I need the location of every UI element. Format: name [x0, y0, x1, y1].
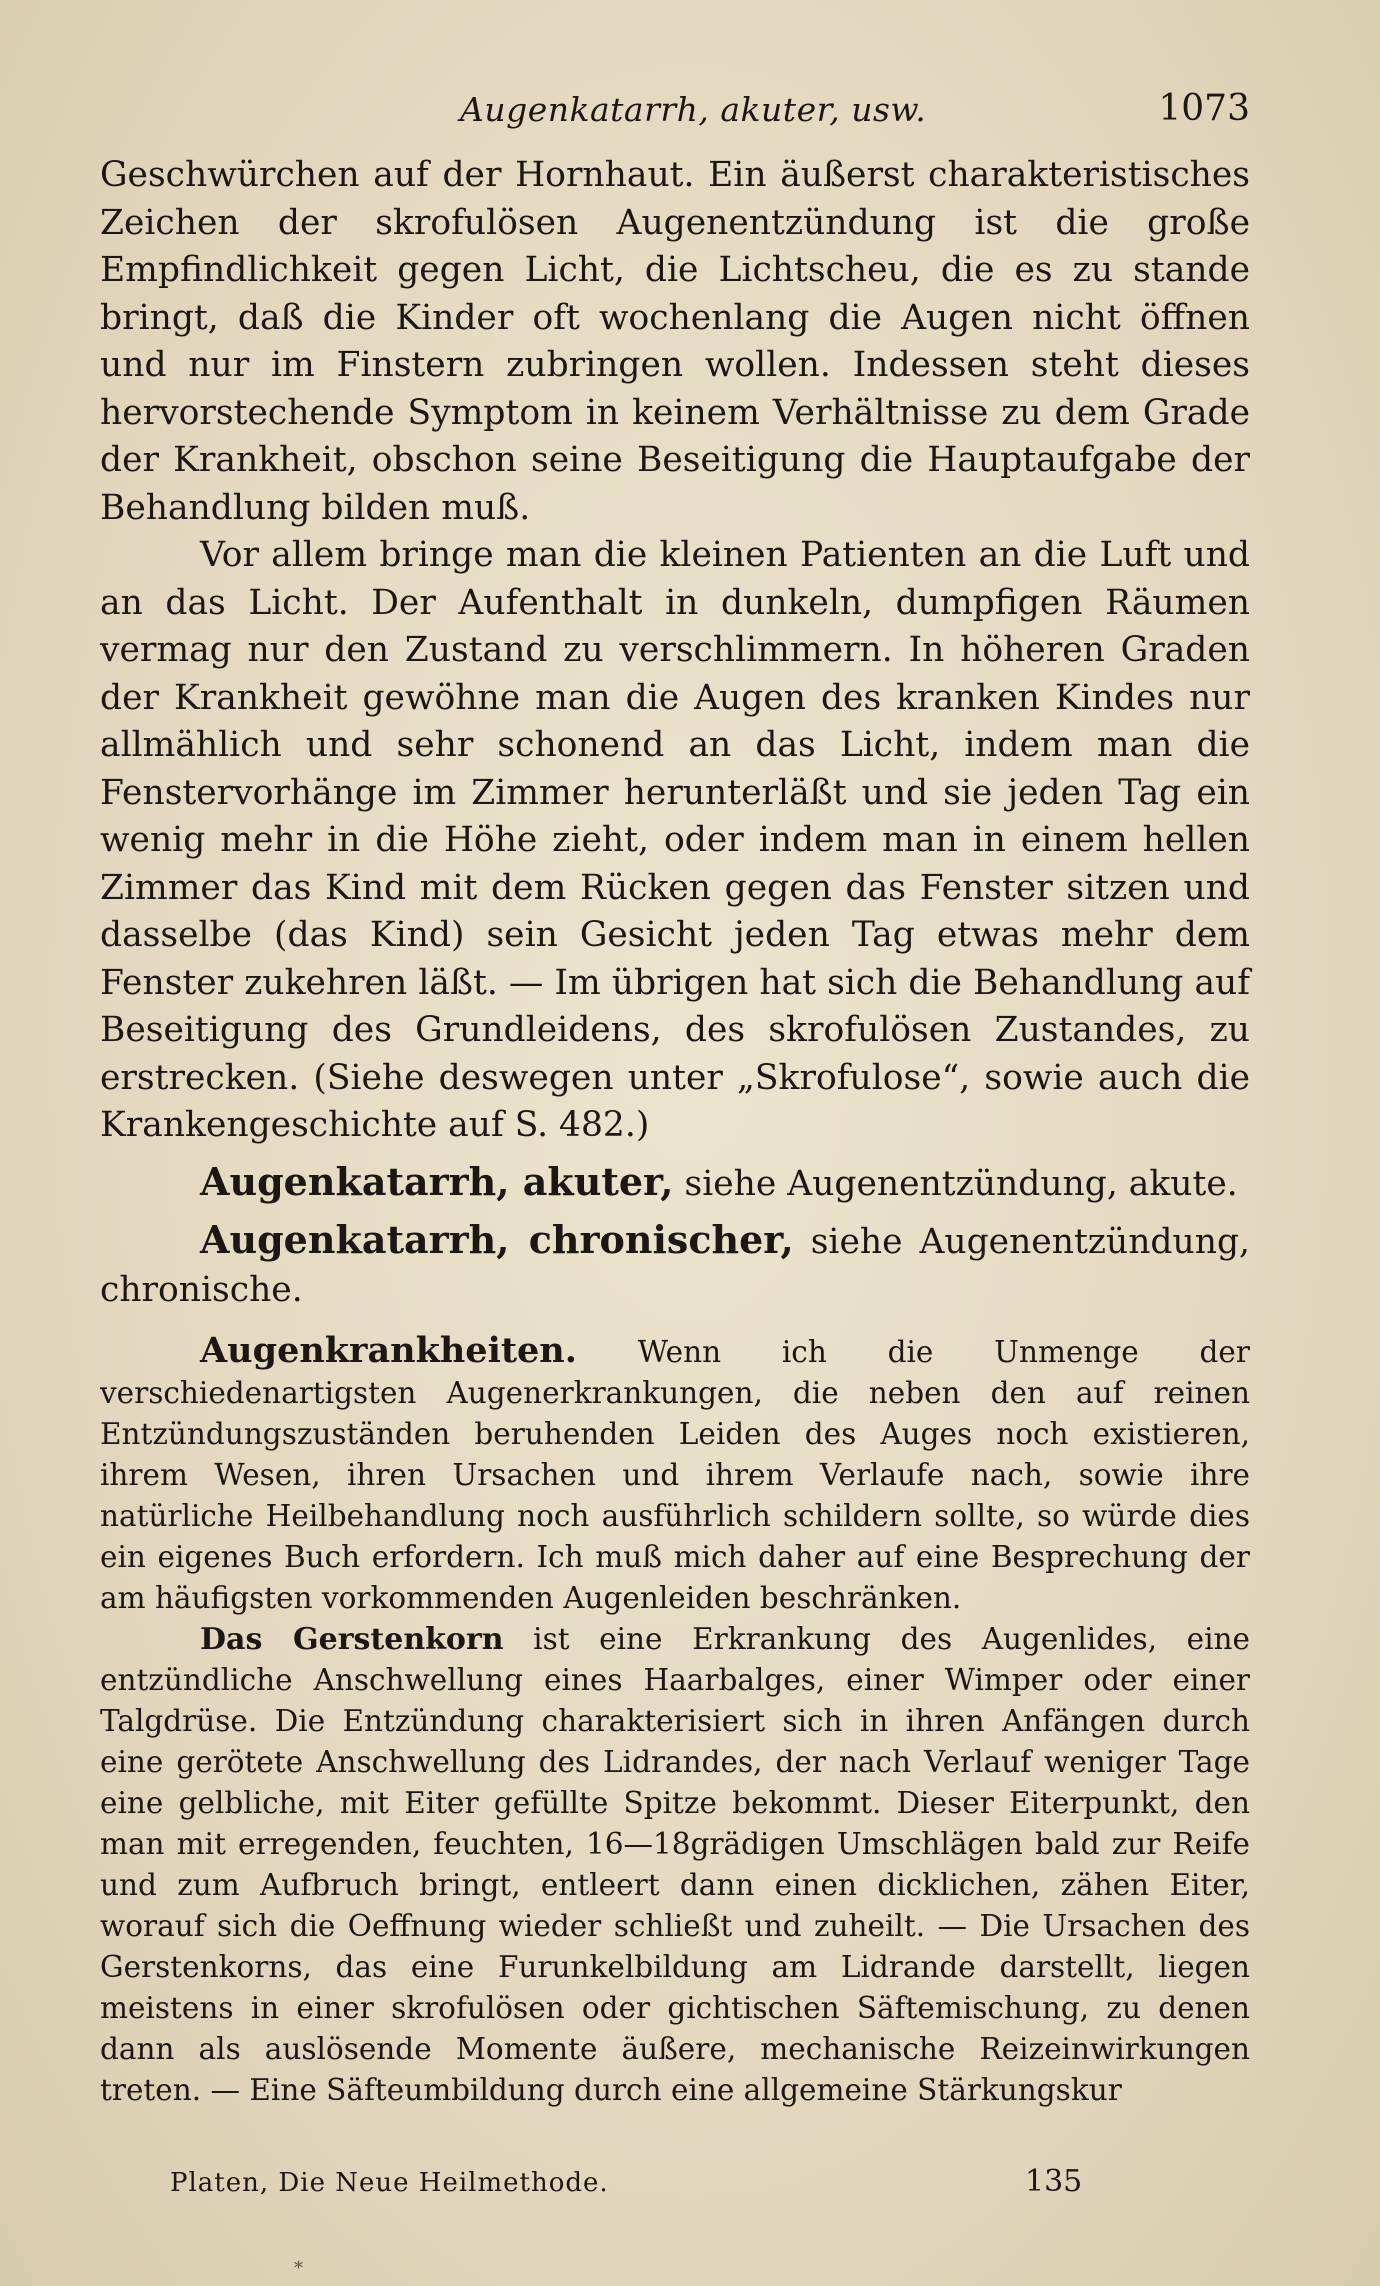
stye-text: ist eine Erkrankung des Augenlides, eine entzündliche Anschwellung eines Haarbalges, einer Wimper oder einer Talgdrüse. Die Entzündung charakterisiert sich in ihren Anfängen durch eine gerötete Anschwellung des Lidrandes, der nach Verlauf weniger Tage eine gelbliche, mit Eiter gefüllte Spitze bekommt. Dieser Eiterpunkt, den man mit erregenden, feuchten, 16—18grädigen Umschlägen bald zur Reife und zum Aufbruch bringt, entleert dann einen dicklichen, zähen Eiter, worauf sich die Oeffnung wieder schließt und zuheilt. — Die Ursachen des Gerstenkorns, das eine Furunkelbildung am Lidrande darstellt, liegen meistens in einer skrofulösen oder gichtischen Säftemischung, zu denen dann als auslösende Momente äußere, mechanische Reizeinwirkungen treten. — Eine Säfteumbildung durch eine allgemeine Stärkungskur: [100, 1622, 1250, 2107]
entry-chronic-reference: siehe Augenentzündung, chronische.: [100, 1222, 1250, 1310]
book-page: [100, 80, 1250, 2111]
stye-paragraph: [100, 1619, 1250, 2111]
entry-acute-reference: siehe Augenentzündung, akute.: [684, 1163, 1238, 1204]
signature-number: 135: [1025, 2164, 1083, 2199]
signature-line: Platen, Die Neue Heilmethode.: [170, 2168, 609, 2198]
eye-diseases-intro: Wenn ich die Unmenge der verschiedenartigsten Augenerkrankungen, die neben den auf reinen Entzündungszuständen beruhenden Leiden des Auges noch existieren, ihrem Wesen, ihren Ursachen und ihrem Verlaufe nach, sowie ihre natürliche Heilbehandlung noch ausführlich schildern sollte, so würde dies ein eigenes Buch erfordern. Ich muß mich daher auf eine Besprechung der am häufigsten vorkommenden Augenleiden beschränken.: [100, 1335, 1250, 1615]
stye-heading: Das Gerstenkorn: [200, 1622, 504, 1657]
entry-acute-heading: Augenkatarrh, akuter,: [200, 1158, 674, 1204]
entry-chronic-heading: Augenkatarrh, chronischer,: [200, 1217, 794, 1262]
eye-diseases-heading: Augenkrankheiten.: [200, 1330, 577, 1371]
page-number: 1073: [1158, 88, 1250, 129]
page-header: [100, 80, 1250, 152]
small-print-section: [100, 1330, 1250, 2111]
page-footer: [70, 2164, 1220, 2208]
signature-mark: *: [294, 2258, 303, 2279]
running-title: Augenkatarrh, akuter, usw.: [460, 90, 927, 129]
eye-diseases-paragraph: [100, 1330, 1250, 1619]
entry-acute: [100, 1158, 1250, 1209]
main-text: [100, 152, 1250, 1314]
paragraph-2: Vor allem bringe man die kleinen Patienten an die Luft und an das Licht. Der Aufenthalt in dunkeln, dumpfigen Räumen vermag nur den Zustand zu verschlimmern. In höheren Graden der Krankheit gewöhne man die Augen des kranken Kindes nur allmählich und sehr schonend an das Licht, indem man die Fenstervorhänge im Zimmer herunterläßt und sie jeden Tag ein wenig mehr in die Höhe zieht, oder indem man in einem hellen Zimmer das Kind mit dem Rücken gegen das Fenster sitzen und dasselbe (das Kind) sein Gesicht jeden Tag etwas mehr dem Fenster zukehren läßt. — Im übrigen hat sich die Behandlung auf Beseitigung des Grundleidens, des skrofulösen Zustandes, zu erstrecken. (Siehe deswegen unter „Skrofulose“, sowie auch die Krankengeschichte auf S. 482.): [100, 535, 1250, 1145]
paragraph-1: Geschwürchen auf der Hornhaut. Ein äußerst charakteristisches Zeichen der skrofulösen Augenentzündung ist die große Empfindlichkeit gegen Licht, die Lichtscheu, die es zu stande bringt, daß die Kinder oft wochenlang die Augen nicht öffnen und nur im Finstern zubringen wollen. Indessen steht dieses hervorstechende Symptom in keinem Verhältnisse zu dem Grade der Krankheit, obschon seine Beseitigung die Hauptaufgabe der Behandlung bilden muß.: [100, 155, 1250, 528]
entry-chronic: [100, 1216, 1250, 1314]
